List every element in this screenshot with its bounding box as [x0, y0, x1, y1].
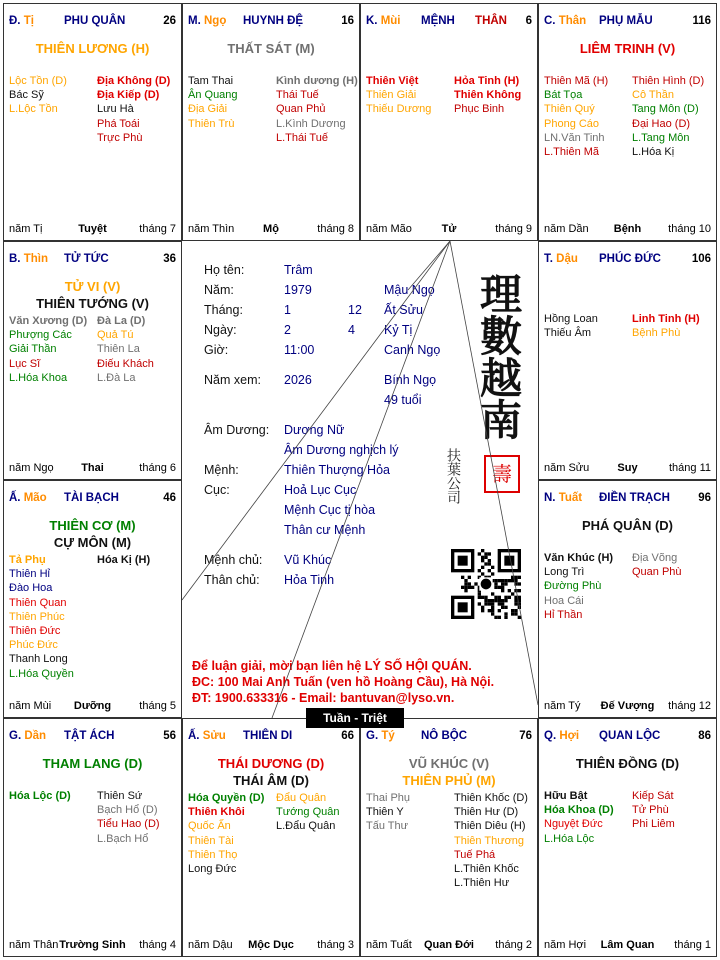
palace-number: 116	[692, 15, 711, 27]
label-nam-xem: Năm xem:	[204, 373, 261, 387]
minor-star: Thiên Diêu (H)	[454, 820, 526, 833]
minor-star: Thiên Không	[454, 89, 522, 102]
minor-star: Thiên Quan	[9, 596, 67, 609]
minor-star: Thiên Hỉ	[9, 568, 50, 581]
main-star: THAM LANG (D)	[42, 756, 143, 771]
minor-star: Quốc Ấn	[188, 820, 231, 833]
minor-star: Tướng Quân	[276, 806, 340, 819]
minor-star: Thiên Trù	[188, 117, 235, 130]
palace-month: tháng 8	[317, 223, 354, 235]
label-menh-chu: Mệnh chủ:	[204, 553, 263, 567]
minor-star: L.Tang Môn	[632, 131, 690, 144]
palace-can-chi: M. Ngọ	[188, 15, 227, 27]
than-marker: THÂN	[475, 15, 507, 27]
main-star: THÁI DƯƠNG (D)	[217, 756, 325, 771]
palace-number: 36	[163, 253, 176, 265]
palace-number: 66	[341, 730, 354, 742]
palace-stage: Đế Vượng	[600, 700, 655, 712]
minor-star: L.Thiên Mã	[544, 146, 600, 159]
palace-stage: Tử	[441, 223, 457, 235]
palace-stage: Mộc Dục	[248, 939, 294, 951]
label-gio: Giờ:	[204, 343, 229, 357]
minor-star: Hữu Bật	[544, 790, 588, 802]
minor-star: L.Thiên Khốc	[454, 863, 519, 876]
contact-banner-line2: ĐC: 100 Mai Anh Tuấn (ven hồ Hoàng Cầu), Hà Nội.	[192, 675, 495, 689]
minor-star: Tiểu Hao (D)	[97, 818, 160, 831]
minor-star: Thiên Quý	[544, 103, 595, 116]
line-to-tai-bach	[182, 241, 450, 600]
palace-month: tháng 1	[674, 939, 711, 951]
minor-star: Thiên Khốc (D)	[454, 792, 528, 804]
minor-star: Hóa Khoa (D)	[544, 804, 614, 817]
minor-star: Kiếp Sát	[632, 790, 674, 802]
palace-stage: Trường Sinh	[59, 939, 126, 951]
main-star: THIÊN PHỦ (M)	[402, 773, 496, 788]
minor-star: L.Hóa Lộc	[544, 832, 595, 845]
palace-name: NÔ BỘC	[421, 730, 467, 742]
calligraphy-small: 扶葉公司	[445, 448, 461, 504]
palace-year: năm Tuất	[366, 939, 412, 951]
label-ngay: Ngày:	[204, 323, 237, 337]
main-star: THẤT SÁT (M)	[227, 41, 315, 56]
minor-star: Thái Tuế	[276, 89, 319, 102]
palace-number: 86	[698, 730, 711, 742]
minor-star: Đại Hao (D)	[632, 117, 691, 130]
minor-star: L.Thái Tuế	[276, 131, 328, 144]
minor-star: Đường Phù	[544, 580, 602, 593]
tuan-triet-label: Tuần - Triệt	[306, 708, 404, 728]
value-nam: 1979	[284, 283, 312, 297]
palace-can-chi: B. Thìn	[9, 253, 48, 265]
minor-star: Đào Hoa	[9, 582, 53, 595]
value-thang: 1	[284, 303, 291, 317]
minor-star: Hóa Quyền (D)	[188, 792, 265, 804]
minor-star: Thiên Hư (D)	[454, 806, 519, 819]
label-nam: Năm:	[204, 283, 234, 297]
value-tuoi: 49 tuổi	[384, 393, 422, 407]
minor-star: Phượng Các	[9, 329, 72, 342]
minor-star: L.Đà La	[97, 371, 136, 384]
value-ngay: 2	[284, 323, 291, 337]
palace-number: 16	[341, 15, 354, 27]
value-ho-ten: Trâm	[284, 263, 313, 277]
palace-year: năm Thìn	[188, 223, 235, 235]
palace-can-chi: Q. Hợi	[544, 730, 580, 742]
minor-star: Tam Thai	[188, 75, 234, 87]
palace-month: tháng 12	[668, 700, 711, 712]
palace-number: 46	[163, 492, 176, 504]
palace-number: 76	[519, 730, 532, 742]
minor-star: Thiên Đức	[9, 625, 61, 638]
minor-star: Văn Xương (D)	[9, 315, 88, 327]
minor-star: Phúc Đức	[9, 639, 58, 652]
value-menh-chu: Vũ Khúc	[284, 553, 332, 567]
minor-star: Thiếu Dương	[366, 103, 432, 116]
minor-star: Ân Quang	[188, 89, 238, 102]
palace-number: 6	[525, 15, 532, 27]
minor-star: Long Trì	[544, 566, 585, 579]
label-menh: Mệnh:	[204, 463, 239, 477]
minor-star: Phong Cáo	[544, 117, 600, 130]
value-nam-xem-can: Bính Ngọ	[384, 373, 437, 387]
minor-star: Phá Toái	[97, 117, 140, 130]
label-am-duong: Âm Dương:	[204, 423, 270, 437]
red-seal: 壽	[484, 455, 520, 493]
minor-star: Địa Giải	[188, 103, 228, 116]
minor-star: Hóa Lộc (D)	[9, 790, 71, 802]
minor-star: Địa Kiếp (D)	[97, 89, 160, 102]
palace-month: tháng 7	[139, 223, 176, 235]
palace-can-chi: C. Thân	[544, 15, 587, 27]
palace-can-chi: N. Tuất	[544, 492, 583, 504]
main-star: THIÊN CƠ (M)	[49, 518, 136, 533]
minor-star: Điếu Khách	[97, 357, 154, 370]
palace-year: năm Thân	[9, 939, 59, 951]
value-gio-can: Canh Ngọ	[384, 343, 441, 357]
value-ngay-can: Kỷ Tị	[384, 323, 413, 337]
minor-star: Kình dương (H)	[276, 75, 358, 87]
minor-star: L.Hóa Quyền	[9, 667, 74, 680]
palace-name: TẬT ÁCH	[64, 730, 115, 742]
main-star: PHÁ QUÂN (D)	[582, 518, 673, 533]
minor-star: Thiên Việt	[366, 75, 419, 87]
minor-star: Địa Võng	[632, 552, 678, 564]
palace-can-chi: G. Dần	[9, 730, 47, 742]
minor-star: Bát Tọa	[544, 89, 583, 102]
palace-name: TỬ TỨC	[64, 253, 109, 265]
minor-star: Tuế Phá	[454, 848, 496, 861]
palace-year: năm Mão	[366, 223, 412, 235]
label-thang: Tháng:	[204, 303, 243, 317]
palace-can-chi: Ấ. Sửu	[188, 730, 226, 742]
minor-star: Lộc Tồn (D)	[9, 75, 67, 87]
palace-can-chi: K. Mùi	[366, 15, 401, 27]
minor-star: Tấu Thư	[366, 820, 409, 833]
palace-month: tháng 3	[317, 939, 354, 951]
value-am-duong-2: Âm Dương nghịch lý	[284, 443, 399, 457]
value-than-chu: Hỏa Tinh	[284, 573, 335, 587]
minor-star: Quả Tú	[97, 329, 134, 342]
palace-stage: Dưỡng	[73, 700, 112, 712]
minor-star: L.Lộc Tồn	[9, 103, 58, 116]
palace-name: HUYNH ĐỆ	[243, 15, 304, 27]
minor-star: Thiên Thương	[454, 834, 525, 847]
palace-name: THIÊN DI	[243, 730, 293, 742]
palace-number: 26	[163, 15, 176, 27]
value-menh: Thiên Thượng Hỏa	[284, 463, 390, 477]
minor-star: Giải Thần	[9, 343, 57, 356]
value-nam-xem: 2026	[284, 373, 312, 387]
minor-star: Phi Liêm	[632, 818, 675, 831]
palace-can-chi: G. Tý	[366, 730, 395, 742]
minor-star: Phục Binh	[454, 103, 505, 116]
minor-star: Tả Phụ	[9, 554, 46, 566]
minor-star: Thiên Phúc	[9, 610, 65, 623]
minor-star: Thiên Sứ	[97, 790, 143, 802]
contact-banner-line3: ĐT: 1900.633316 - Email: bantuvan@lyso.vn.	[192, 691, 455, 705]
palace-name: QUAN LỘC	[599, 730, 661, 742]
palace-can-chi: Ấ. Mão	[9, 492, 47, 504]
minor-star: L.Bạch Hổ	[97, 832, 149, 845]
minor-star: Hồng Loan	[544, 313, 598, 325]
palace-name: PHÚC ĐỨC	[599, 253, 661, 265]
main-star: CỰ MÔN (M)	[53, 535, 132, 550]
palace-year: năm Hợi	[544, 939, 587, 951]
palace-month: tháng 11	[668, 462, 711, 474]
value-gio: 11:00	[284, 343, 315, 357]
main-star: VŨ KHÚC (V)	[408, 756, 490, 771]
minor-star: Địa Không (D)	[97, 75, 171, 87]
palace-stage: Bệnh	[613, 223, 642, 235]
minor-star: Thiên Hình (D)	[632, 75, 705, 87]
value-nam-can: Mậu Ngọ	[384, 283, 435, 297]
line-to-dien-trach	[450, 241, 538, 705]
value-ngay-am: 4	[348, 323, 355, 337]
minor-star: Quan Phủ	[276, 103, 326, 116]
minor-star: Đà La (D)	[97, 315, 146, 327]
palace-year: năm Tý	[544, 700, 581, 712]
line-to-thien-di	[272, 241, 450, 718]
value-cuc-2: Mệnh Cục tị hòa	[284, 503, 376, 517]
minor-star: L.Thiên Hư	[454, 877, 510, 890]
palace-year: năm Sửu	[544, 462, 590, 474]
palace-stage: Mộ	[263, 223, 279, 235]
palace-name: PHỤ MẪU	[599, 15, 653, 27]
palace-can-chi: Đ. Tị	[9, 15, 34, 27]
palace-year: năm Mùi	[9, 700, 52, 712]
label-ho-ten: Họ tên:	[204, 263, 245, 277]
minor-star: Thiên Thọ	[188, 848, 238, 861]
palace-year: năm Dần	[544, 223, 589, 235]
palace-can-chi: T. Dậu	[544, 253, 578, 265]
main-star: THIÊN ĐỒNG (D)	[575, 756, 680, 771]
minor-star: Quan Phù	[632, 566, 682, 579]
minor-star: Văn Khúc (H)	[544, 552, 614, 564]
main-star: THIÊN LƯƠNG (H)	[35, 41, 150, 56]
minor-star: LN.Văn Tinh	[544, 131, 605, 144]
minor-star: Thiên Tài	[188, 834, 234, 847]
value-thang-am: 12	[348, 303, 362, 317]
minor-star: Hỉ Thần	[544, 608, 583, 621]
minor-star: Lục Sĩ	[9, 357, 41, 370]
main-star: THÁI ÂM (D)	[233, 773, 309, 788]
palace-number: 96	[698, 492, 711, 504]
value-cuc-3: Thân cư Mệnh	[284, 523, 366, 537]
palace-stage: Thai	[81, 462, 104, 474]
palace-month: tháng 4	[139, 939, 176, 951]
palace-month: tháng 6	[139, 462, 176, 474]
minor-star: Thiên Mã (H)	[544, 75, 609, 87]
minor-star: Bệnh Phù	[632, 327, 681, 340]
palace-number: 106	[691, 253, 711, 265]
palace-month: tháng 5	[139, 700, 176, 712]
value-am-duong: Dương Nữ	[284, 423, 345, 437]
minor-star: Thai Phụ	[366, 792, 411, 804]
minor-star: Hỏa Tinh (H)	[454, 75, 520, 87]
minor-star: Cô Thần	[632, 89, 674, 102]
palace-stage: Tuyệt	[78, 223, 107, 235]
palace-name: MỆNH	[421, 15, 455, 27]
minor-star: Bác Sỹ	[9, 89, 44, 102]
palace-stage: Suy	[617, 462, 638, 474]
palace-month: tháng 2	[495, 939, 532, 951]
minor-star: Thiếu Âm	[544, 327, 592, 340]
minor-star: Thiên Y	[366, 806, 404, 819]
minor-star: Tử Phù	[632, 804, 669, 817]
minor-star: Bạch Hổ (D)	[97, 804, 158, 817]
contact-banner-line1: Để luận giải, mời bạn liên hệ LÝ SỐ HỘI QUÁN.	[192, 659, 472, 673]
label-cuc: Cục:	[204, 483, 230, 497]
palace-name: TÀI BẠCH	[64, 492, 119, 504]
palace-name: PHU QUÂN	[64, 15, 126, 27]
minor-star: Thiên Giải	[366, 89, 417, 102]
palace-name: ĐIỀN TRẠCH	[599, 492, 670, 504]
palace-year: năm Ngọ	[9, 462, 54, 474]
minor-star: Thiên La	[97, 343, 140, 356]
minor-star: L.Đẩu Quân	[276, 820, 336, 833]
palace-month: tháng 10	[668, 223, 711, 235]
value-thang-can: Ất Sửu	[384, 303, 423, 317]
minor-star: L.Hóa Khoa	[9, 371, 68, 384]
minor-star: L.Hóa Kị	[632, 146, 675, 159]
minor-star: Hoa Cái	[544, 594, 584, 607]
minor-star: Thanh Long	[9, 653, 68, 666]
calligraphy-logo: 理數越南	[474, 272, 523, 440]
palace-month: tháng 9	[495, 223, 532, 235]
minor-star: Trực Phù	[97, 131, 143, 144]
minor-star: Hóa Kị (H)	[97, 554, 151, 566]
palace-stage: Quan Đới	[424, 939, 474, 951]
label-than-chu: Thân chủ:	[204, 573, 260, 587]
value-cuc: Hoả Lục Cục	[284, 483, 357, 497]
main-star: TỬ VI (V)	[64, 279, 121, 294]
palace-stage: Lâm Quan	[600, 939, 655, 951]
minor-star: Nguyệt Đức	[544, 818, 603, 831]
minor-star: Long Đức	[188, 863, 237, 876]
palace-number: 56	[163, 730, 176, 742]
main-star: LIÊM TRINH (V)	[579, 41, 676, 56]
minor-star: Linh Tinh (H)	[632, 313, 700, 325]
line-to-menh	[408, 241, 450, 290]
minor-star: Tang Môn (D)	[632, 103, 699, 116]
minor-star: L.Kình Dương	[276, 117, 346, 130]
palace-year: năm Dậu	[188, 939, 233, 951]
minor-star: Thiên Khôi	[188, 806, 245, 819]
palace-year: năm Tị	[9, 223, 43, 235]
minor-star: Đẩu Quân	[276, 792, 327, 804]
minor-star: Lưu Hà	[97, 103, 134, 116]
main-star: THIÊN TƯỚNG (V)	[36, 296, 149, 311]
